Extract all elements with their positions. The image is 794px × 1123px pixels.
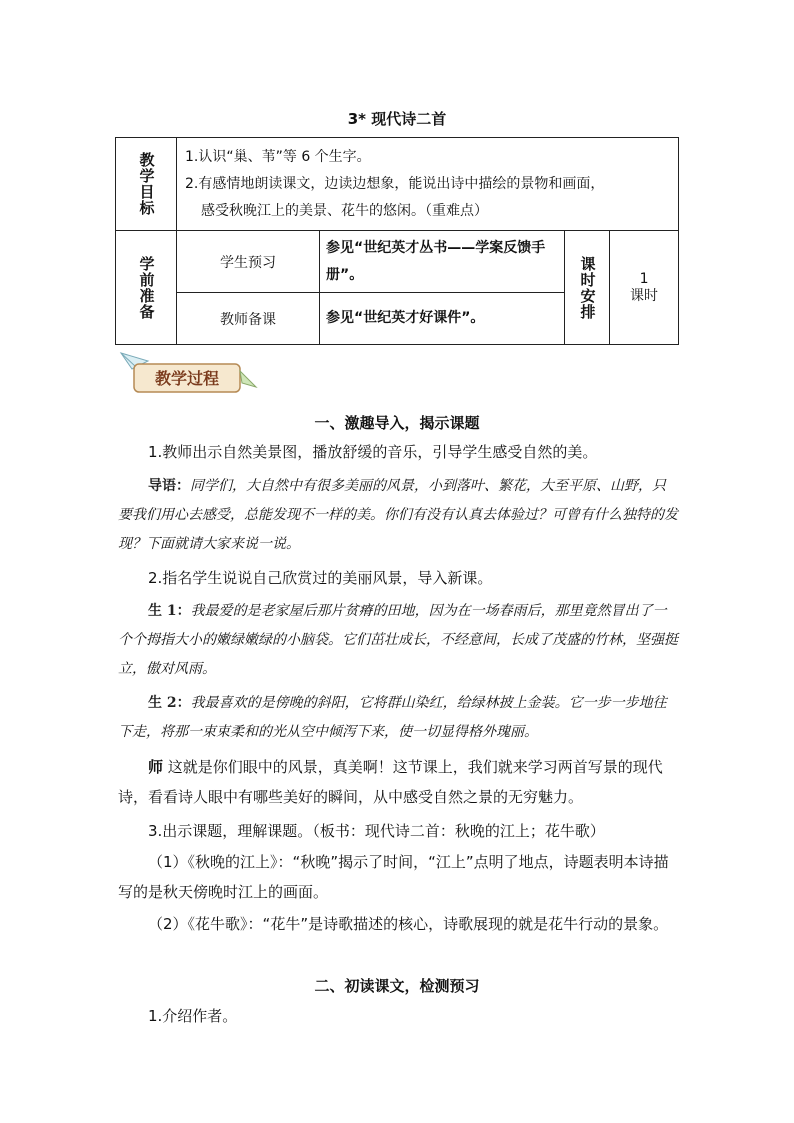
student-1-label: 生 1： bbox=[148, 603, 191, 619]
section-1-heading: 一、激趣导入，揭示课题 bbox=[314, 414, 480, 432]
student-2-label: 生 2： bbox=[148, 695, 191, 711]
student-2-text: 我最喜欢的是傍晚的斜阳，它将群山染红，给绿林披上金装。它一步一步地往下走，将那一束束柔和的光从空中倾泻下来，使一切显得格外瑰丽。 bbox=[118, 695, 667, 740]
hours-num: 1 bbox=[639, 270, 649, 287]
intro-paragraph bbox=[118, 472, 678, 559]
hours-cell bbox=[610, 231, 679, 345]
student-2-paragraph bbox=[118, 689, 678, 747]
student-1-text: 我最爱的是老家屋后那片贫瘠的田地，因为在一场春雨后，那里竟然冒出了一个个拇指大小的嫩绿嫩绿的小脑袋。它们茁壮成长，不经意间，长成了茂盛的竹林，坚强挺立，傲对风雨。 bbox=[118, 603, 678, 677]
goals-label-cell bbox=[116, 138, 177, 231]
s1-paragraph-2: 2.指名学生说说自己欣赏过的美丽风景，导入新课。 bbox=[148, 569, 493, 587]
goals-label: 教学目标 bbox=[137, 152, 156, 216]
time-label-cell bbox=[565, 231, 610, 345]
student-prep: 学生预习 bbox=[177, 231, 320, 293]
hours-unit: 课时 bbox=[630, 287, 659, 304]
teacher-prep: 教师备课 bbox=[177, 293, 320, 345]
s1-paragraph-4: （1）《秋晚的江上》：“秋晚”揭示了时间，“江上”点明了地点，诗题表明本诗描写的是秋天傍晚时江上的画面。 bbox=[118, 853, 669, 901]
s1-paragraph-3: 3.出示课题，理解课题。（板书：现代诗二首：秋晚的江上；花牛歌） bbox=[148, 822, 605, 840]
badge-label: 教学过程 bbox=[154, 369, 220, 388]
goals-cell bbox=[177, 138, 679, 231]
lesson-plan-table bbox=[115, 137, 679, 345]
goal-2-cont: 感受秋晚江上的美景、花牛的悠闲。（重难点） bbox=[201, 203, 488, 219]
intro-text: 同学们，大自然中有很多美丽的风景，小到落叶、繁花，大至平原、山野，只要我们用心去感受，总能发现不一样的美。你们有没有认真去体验过？可曾有什么独特的发现？下面就请大家来说一说。 bbox=[118, 478, 678, 552]
goal-2: 2.有感情地朗读课文，边读边想象，能说出诗中描绘的景物和画面， bbox=[185, 176, 605, 192]
time-label: 课时安排 bbox=[578, 255, 597, 320]
student-1-paragraph bbox=[118, 597, 678, 684]
teacher-paragraph bbox=[118, 752, 678, 812]
s2-paragraph-1: 1.介绍作者。 bbox=[148, 1007, 238, 1025]
s1-paragraph-1: 1.教师出示自然美景图，播放舒缓的音乐，引导学生感受自然的美。 bbox=[148, 443, 598, 461]
page-title: 3* 现代诗二首 bbox=[347, 110, 447, 128]
teacher-ref: 参见“世纪英才好课件”。 bbox=[320, 293, 565, 345]
teacher-label: 师 bbox=[148, 758, 164, 776]
prep-label: 学前准备 bbox=[137, 255, 156, 320]
intro-label: 导语： bbox=[148, 478, 190, 494]
teaching-process-badge bbox=[118, 347, 258, 403]
s1-paragraph-5: （2）《花牛歌》：“花牛”是诗歌描述的核心，诗歌展现的就是花牛行动的景象。 bbox=[148, 915, 669, 933]
student-ref: 参见“世纪英才丛书——学案反馈手册”。 bbox=[320, 231, 565, 293]
goal-1: 1.认识“巢、苇”等 6 个生字。 bbox=[185, 149, 371, 165]
prep-label-cell bbox=[116, 231, 177, 345]
teacher-text: 这就是你们眼中的风景，真美啊！这节课上，我们就来学习两首写景的现代诗，看看诗人眼中有哪些美好的瞬间，从中感受自然之景的无穷魅力。 bbox=[118, 758, 663, 806]
section-2-heading: 二、初读课文，检测预习 bbox=[314, 977, 480, 995]
